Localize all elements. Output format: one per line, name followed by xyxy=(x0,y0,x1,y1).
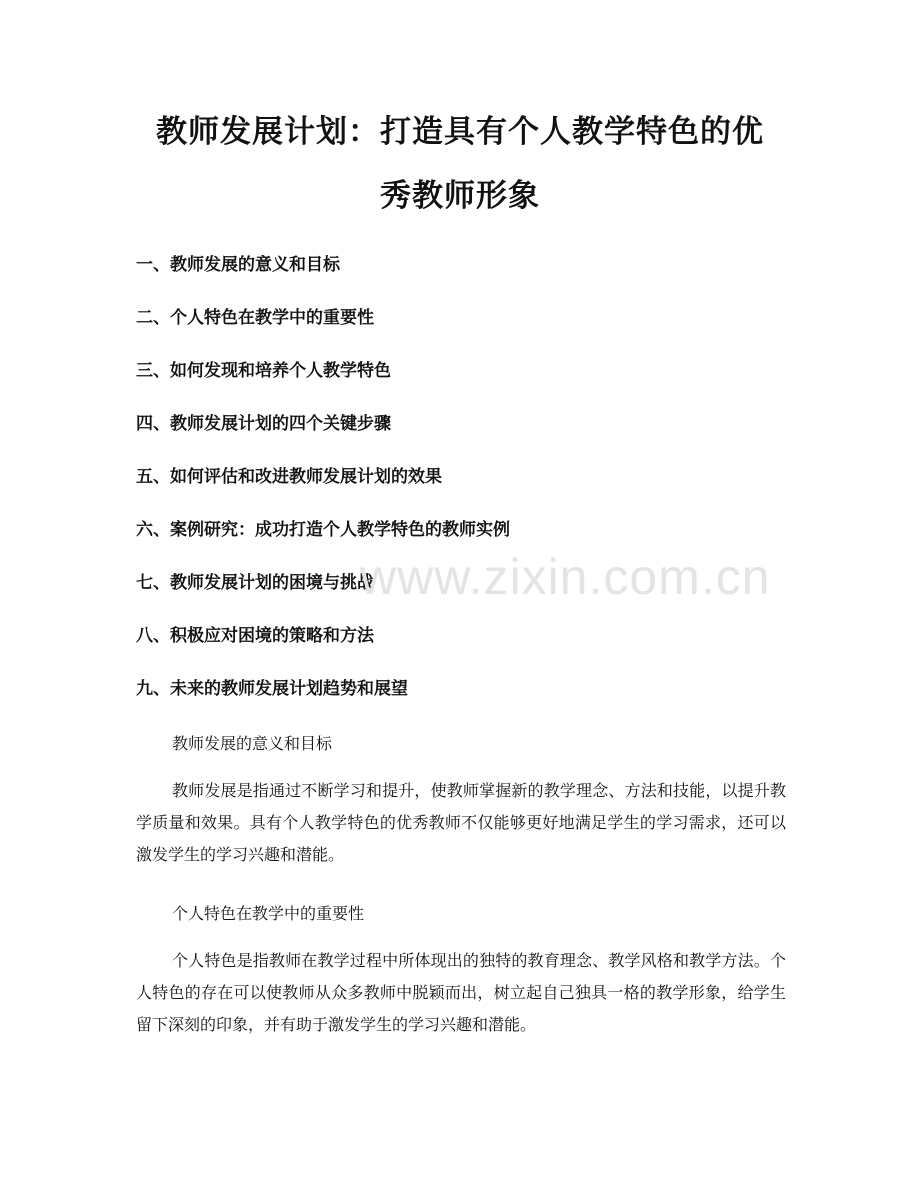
toc-item-1: 一、教师发展的意义和目标 xyxy=(136,255,340,275)
toc-item-2: 二、个人特色在教学中的重要性 xyxy=(136,308,374,328)
toc-item-6: 六、案例研究：成功打造个人教学特色的教师实例 xyxy=(136,520,510,540)
toc-item-5: 五、如何评估和改进教师发展计划的效果 xyxy=(136,467,442,487)
title-line-1: 教师发展计划：打造具有个人教学特色的优 xyxy=(156,114,764,150)
toc-item-9: 九、未来的教师发展计划趋势和展望 xyxy=(136,679,408,699)
toc-item-7: 七、教师发展计划的困境与挑战 xyxy=(136,573,374,593)
watermark: www.zixin.com.cn xyxy=(360,549,771,605)
document-title xyxy=(130,100,790,228)
section-body-2: 个人特色是指教师在教学过程中所体现出的独特的教育理念、教学风格和教学方法。个人特色的存在可以使教师从众多教师中脱颖而出，树立起自己独具一格的教学形象，给学生留下深刻的印象，并有助于激发学生的学习兴趣和潜能。 xyxy=(136,951,786,1034)
toc-item-8: 八、积极应对困境的策略和方法 xyxy=(136,626,374,646)
section-heading-2: 个人特色在教学中的重要性 xyxy=(172,904,365,923)
section-body-1: 教师发展是指通过不断学习和提升，使教师掌握新的教学理念、方法和技能，以提升教学质量和效果。具有个人教学特色的优秀教师不仅能够更好地满足学生的学习需求，还可以激发学生的学习兴趣和潜能。 xyxy=(136,781,786,864)
section-heading-1: 教师发展的意义和目标 xyxy=(172,734,333,753)
title-line-2: 秀教师形象 xyxy=(380,178,540,214)
table-of-contents xyxy=(136,250,796,727)
toc-item-4: 四、教师发展计划的四个关键步骤 xyxy=(136,414,391,434)
toc-item-3: 三、如何发现和培养个人教学特色 xyxy=(136,361,391,381)
